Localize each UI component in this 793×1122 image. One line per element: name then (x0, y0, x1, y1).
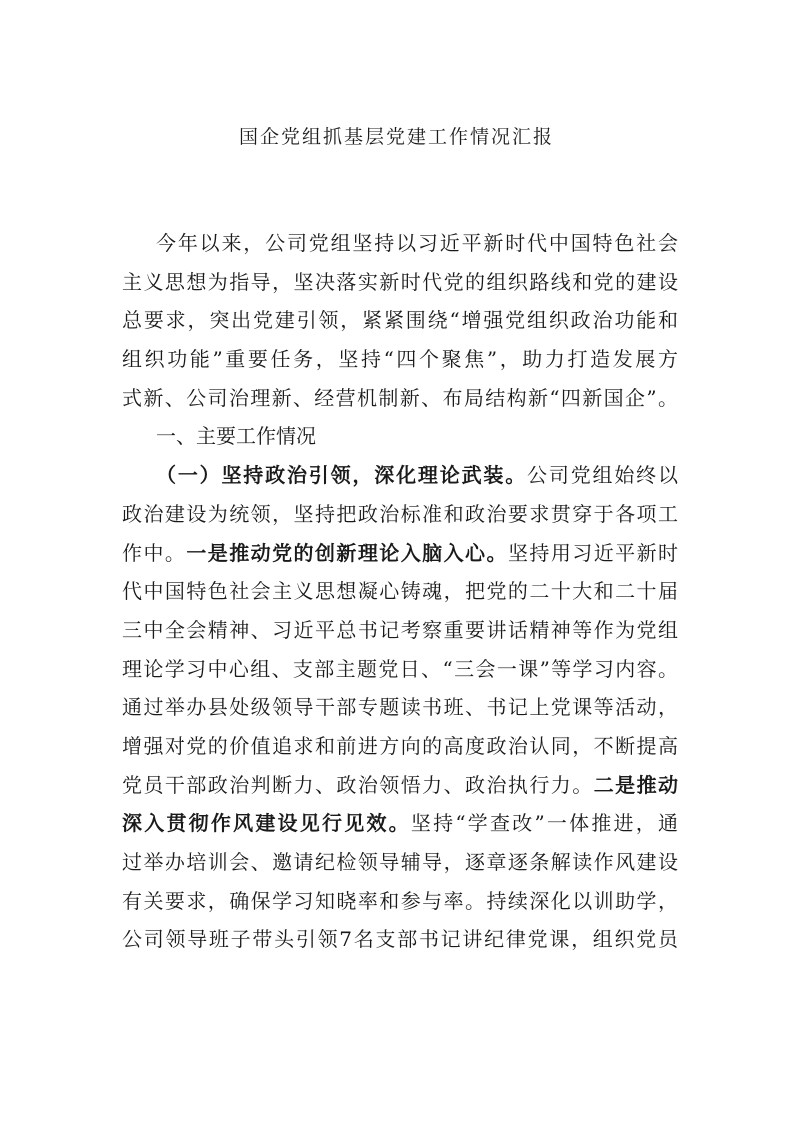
point-heading: 一是推动党的创新理论入脑入心。 (186, 540, 508, 565)
paragraph-text: 坚持用习近平新时 (507, 540, 678, 565)
paragraph-line (122, 456, 678, 495)
point-heading: 二是推动 (593, 772, 678, 797)
document-title: 国企党组抓基层党建工作情况汇报 (238, 126, 554, 148)
paragraph-text: 坚持“学查改”一体推进，通 (410, 811, 678, 836)
paragraph-line (122, 534, 678, 573)
paragraph-line (122, 804, 678, 843)
paragraph-line: 式新、公司治理新、经营机制新、布局结构新“四新国企”。 (122, 385, 678, 410)
paragraph-line: 代中国特色社会主义思想凝心铸魂，把党的二十大和二十届 (122, 579, 678, 604)
paragraph-line: 通过举办县处级领导干部专题读书班、书记上党课等活动， (122, 695, 678, 720)
point-heading: 深入贯彻作风建设见行见效。 (122, 811, 411, 836)
document-body (122, 224, 678, 959)
paragraph-line: 增强对党的价值追求和前进方向的高度政治认同，不断提高 (122, 733, 678, 758)
paragraph-line: 公司领导班子带头引领7名支部书记讲纪律党课，组织党员 (122, 927, 678, 952)
subsection-heading: （一）坚持政治引领，深化理论武装。 (156, 463, 528, 488)
paragraph-text: 党员干部政治判断力、政治领悟力、政治执行力。 (122, 772, 594, 797)
paragraph-line: 总要求，突出党建引领，紧紧围绕“增强党组织政治功能和 (122, 308, 678, 333)
paragraph-line: 理论学习中心组、支部主题党日、“三会一课”等学习内容。 (122, 656, 678, 681)
paragraph-text: 作中。 (122, 540, 187, 565)
paragraph-line: 组织功能”重要任务，坚持“四个聚焦”，助力打造发展方 (122, 347, 678, 372)
paragraph-line: 政治建设为统领，坚持把政治标准和政治要求贯穿于各项工 (122, 501, 678, 526)
section-heading: 一、主要工作情况 (156, 424, 316, 449)
paragraph-line: 三中全会精神、习近平总书记考察重要讲话精神等作为党组 (122, 617, 678, 642)
paragraph-line: 有关要求，确保学习知晓率和参与率。持续深化以训助学， (122, 888, 678, 913)
paragraph-line: 主义思想为指导，坚决落实新时代党的组织路线和党的建设 (122, 269, 678, 294)
paragraph-line (122, 766, 678, 805)
paragraph-line: 今年以来，公司党组坚持以习近平新时代中国特色社会 (156, 231, 678, 255)
paragraph-line: 过举办培训会、邀请纪检领导辅导，逐章逐条解读作风建设 (122, 850, 678, 874)
paragraph-text: 公司党组始终以 (527, 463, 678, 488)
